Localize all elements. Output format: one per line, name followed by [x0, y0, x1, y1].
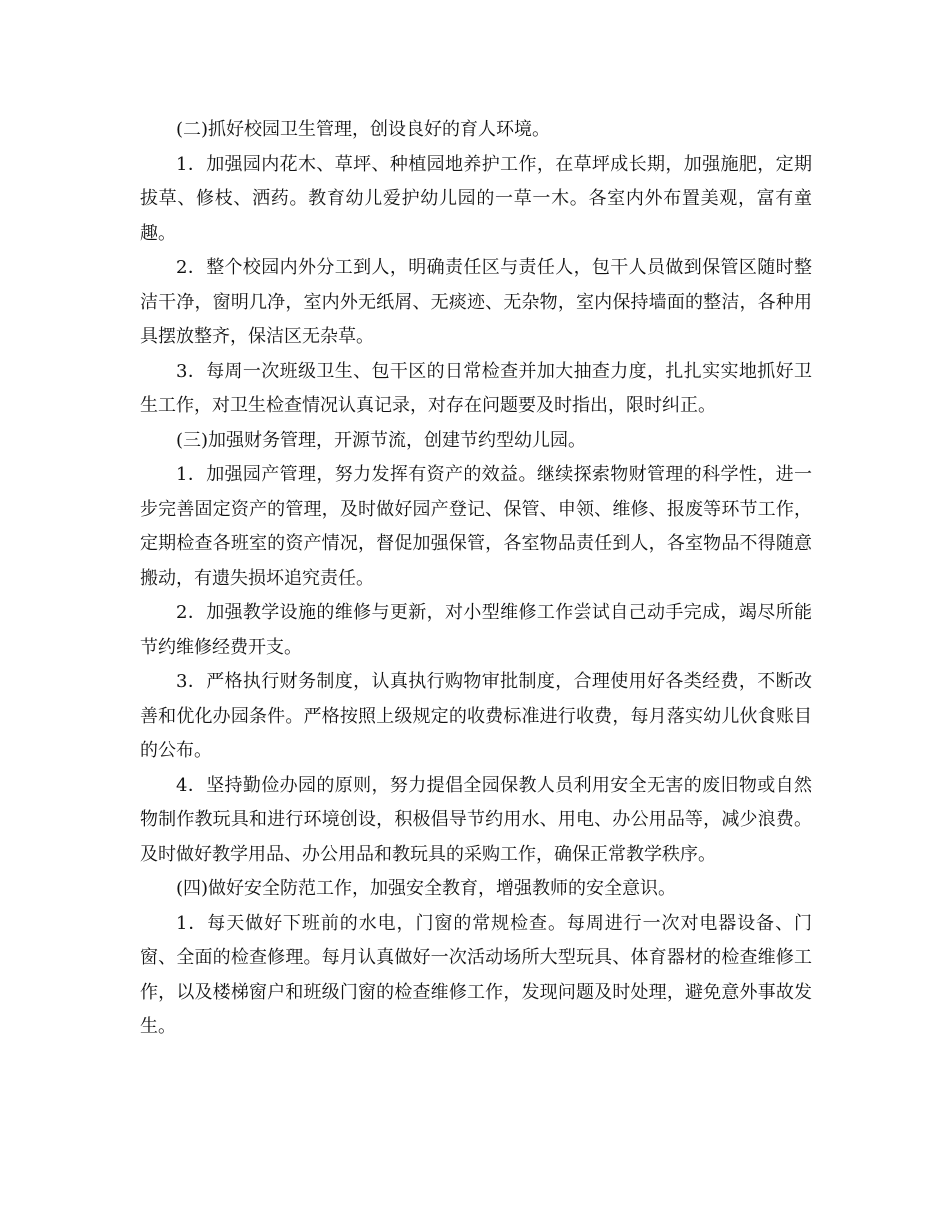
- document-body: [140, 113, 812, 1045]
- paragraph: 4．坚持勤俭办园的原则，努力提倡全园保教人员利用安全无害的废旧物或自然物制作教玩具和进行环境创设，积极倡导节约用水、用电、办公用品等，减少浪费。及时做好教学用品、办公用品和教玩具的采购工作，确保正常教学秩序。: [140, 774, 812, 865]
- paragraph: 1．加强园产管理，努力发挥有资产的效益。继续探索物财管理的科学性，进一步完善固定资产的管理，及时做好园产登记、保管、申领、维修、报废等环节工作，定期检查各班室的资产情况，督促加强保管，各室物品责任到人，各室物品不得随意搬动，有遗失损坏追究责任。: [140, 464, 812, 589]
- paragraph: 2．加强教学设施的维修与更新，对小型维修工作尝试自己动手完成，竭尽所能节约维修经费开支。: [140, 602, 812, 658]
- section-heading-4: (四)做好安全防范工作，加强安全教育，增强教师的安全意识。: [176, 878, 677, 899]
- paragraph: 1．每天做好下班前的水电，门窗的常规检查。每周进行一次对电器设备、门窗、全面的检查修理。每月认真做好一次活动场所大型玩具、体育器材的检查维修工作，以及楼梯窗户和班级门窗的检查维修工作，发现问题及时处理，避免意外事故发生。: [140, 912, 812, 1037]
- paragraph: 2．整个校园内外分工到人，明确责任区与责任人，包干人员做到保管区随时整洁干净，窗明几净，室内外无纸屑、无痰迹、无杂物，室内保持墙面的整洁，各种用具摆放整齐，保洁区无杂草。: [140, 257, 812, 347]
- section-heading-3: (三)加强财务管理，开源节流，创建节约型幼儿园。: [176, 429, 587, 451]
- paragraph: 3．严格执行财务制度，认真执行购物审批制度，合理使用好各类经费，不断改善和优化办园条件。严格按照上级规定的收费标准进行收费，每月落实幼儿伙食账目的公布。: [140, 671, 812, 761]
- paragraph: 3．每周一次班级卫生、包干区的日常检查并加大抽查力度，扎扎实实地抓好卫生工作，对卫生检查情况认真记录，对存在问题要及时指出，限时纠正。: [140, 360, 812, 416]
- paragraph: 1．加强园内花木、草坪、种植园地养护工作，在草坪成长期，加强施肥，定期拔草、修枝、洒药。教育幼儿爱护幼儿园的一草一木。各室内外布置美观，富有童趣。: [140, 153, 812, 244]
- section-heading-2: (二)抓好校园卫生管理，创设良好的育人环境。: [176, 119, 551, 140]
